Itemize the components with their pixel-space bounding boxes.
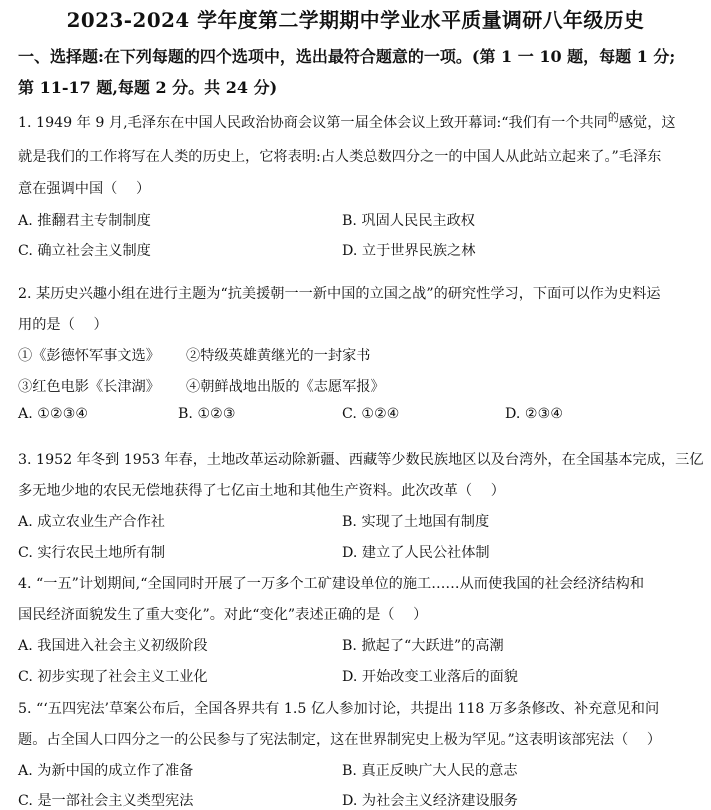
q5-option-a[interactable]: A. 为新中国的成立作了准备 bbox=[18, 763, 194, 779]
q4-option-b[interactable]: B. 掀起了“大跃进”的高潮 bbox=[342, 638, 504, 654]
q4-stem-line2: 国民经济面貌发生了重大变化”。对此“变化”表述正确的是（ ） bbox=[18, 607, 428, 623]
q4-option-d[interactable]: D. 开始改变工业落后的面貌 bbox=[342, 669, 518, 685]
q1-option-d[interactable]: D. 立于世界民族之林 bbox=[342, 243, 476, 259]
section-heading-line1: 一、选择题:在下列每题的四个选项中，选出最符合题意的一项。(第 1 一 10 题，每题 1 分; bbox=[18, 47, 676, 66]
q3-stem-line2: 多无地少地的农民无偿地获得了七亿亩土地和其他生产资料。此次改革（ ） bbox=[18, 483, 505, 499]
q1-stem-line1 bbox=[18, 112, 676, 132]
q2-option-a[interactable]: A. ①②③④ bbox=[18, 406, 89, 422]
q1-stem-line3: 意在强调中国（ ） bbox=[18, 181, 151, 197]
q1-option-c[interactable]: C. 确立社会主义制度 bbox=[18, 243, 151, 259]
q1-superscript-char: 的 bbox=[607, 111, 619, 124]
q3-option-c[interactable]: C. 实行农民土地所有制 bbox=[18, 545, 166, 561]
q2-stem-line1: 2. 某历史兴趣小组在进行主题为“抗美援朝一一新中国的立国之战”的研究性学习，下面可以作为史料运 bbox=[18, 286, 661, 302]
q2-item-4: ④朝鲜战地出版的《志愿军报》 bbox=[186, 379, 385, 395]
q2-item-3: ③红色电影《长津湖》 bbox=[18, 379, 160, 395]
q1-stem-line1-tail: 感觉，这 bbox=[618, 115, 676, 131]
q2-option-b[interactable]: B. ①②③ bbox=[178, 406, 236, 422]
q5-option-c[interactable]: C. 是一部社会主义类型宪法 bbox=[18, 793, 194, 809]
q5-stem-line2: 题。占全国人口四分之一的公民参与了宪法制定，这在世界制宪史上极为罕见。”这表明该部宪法（ ） bbox=[18, 732, 662, 748]
q2-option-c[interactable]: C. ①②④ bbox=[342, 406, 400, 422]
q1-option-a[interactable]: A. 推翻君主专制制度 bbox=[18, 213, 151, 229]
section-heading-line2: 第 11-17 题,每题 2 分。共 24 分) bbox=[18, 78, 278, 97]
q2-option-d[interactable]: D. ②③④ bbox=[505, 406, 564, 422]
q1-option-b[interactable]: B. 巩固人民民主政权 bbox=[342, 213, 475, 229]
q2-item-1: ①《彭德怀军事文选》 bbox=[18, 348, 160, 364]
q3-option-d[interactable]: D. 建立了人民公社体制 bbox=[342, 545, 490, 561]
q5-option-d[interactable]: D. 为社会主义经济建设服务 bbox=[342, 793, 518, 809]
q2-stem-line2: 用的是（ ） bbox=[18, 317, 108, 333]
q2-item-2: ②特级英雄黄继光的一封家书 bbox=[186, 348, 371, 364]
q3-option-a[interactable]: A. 成立农业生产合作社 bbox=[18, 514, 165, 530]
q5-option-b[interactable]: B. 真正反映广大人民的意志 bbox=[342, 763, 518, 779]
q4-option-a[interactable]: A. 我国进入社会主义初级阶段 bbox=[18, 638, 208, 654]
q1-stem-line1-text: 1. 1949 年 9 月,毛泽东在中国人民政治协商会议第一届全体会议上致开幕词:“我们有一个共同 bbox=[18, 115, 608, 131]
q4-option-c[interactable]: C. 初步实现了社会主义工业化 bbox=[18, 669, 208, 685]
q1-stem-line2: 就是我们的工作将写在人类的历史上，它将表明:占人类总数四分之一的中国人从此站立起来了。”毛泽东 bbox=[18, 149, 662, 165]
q3-option-b[interactable]: B. 实现了土地国有制度 bbox=[342, 514, 490, 530]
q3-stem-line1: 3. 1952 年冬到 1953 年春，土地改革运动除新疆、西藏等少数民族地区以及台湾外，在全国基本完成，三亿 bbox=[18, 452, 704, 468]
q5-stem-line1: 5. “‘五四宪法’草案公布后，全国各界共有 1.5 亿人参加讨论，共提出 118 万多条修改、补充意见和问 bbox=[18, 701, 660, 717]
q4-stem-line1: 4. “一五”计划期间,“全国同时开展了一万多个工矿建设单位的施工……从而使我国的社会经济结构和 bbox=[18, 576, 645, 592]
exam-title: 2023-2024 学年度第二学期期中学业水平质量调研八年级历史 bbox=[66, 8, 645, 32]
